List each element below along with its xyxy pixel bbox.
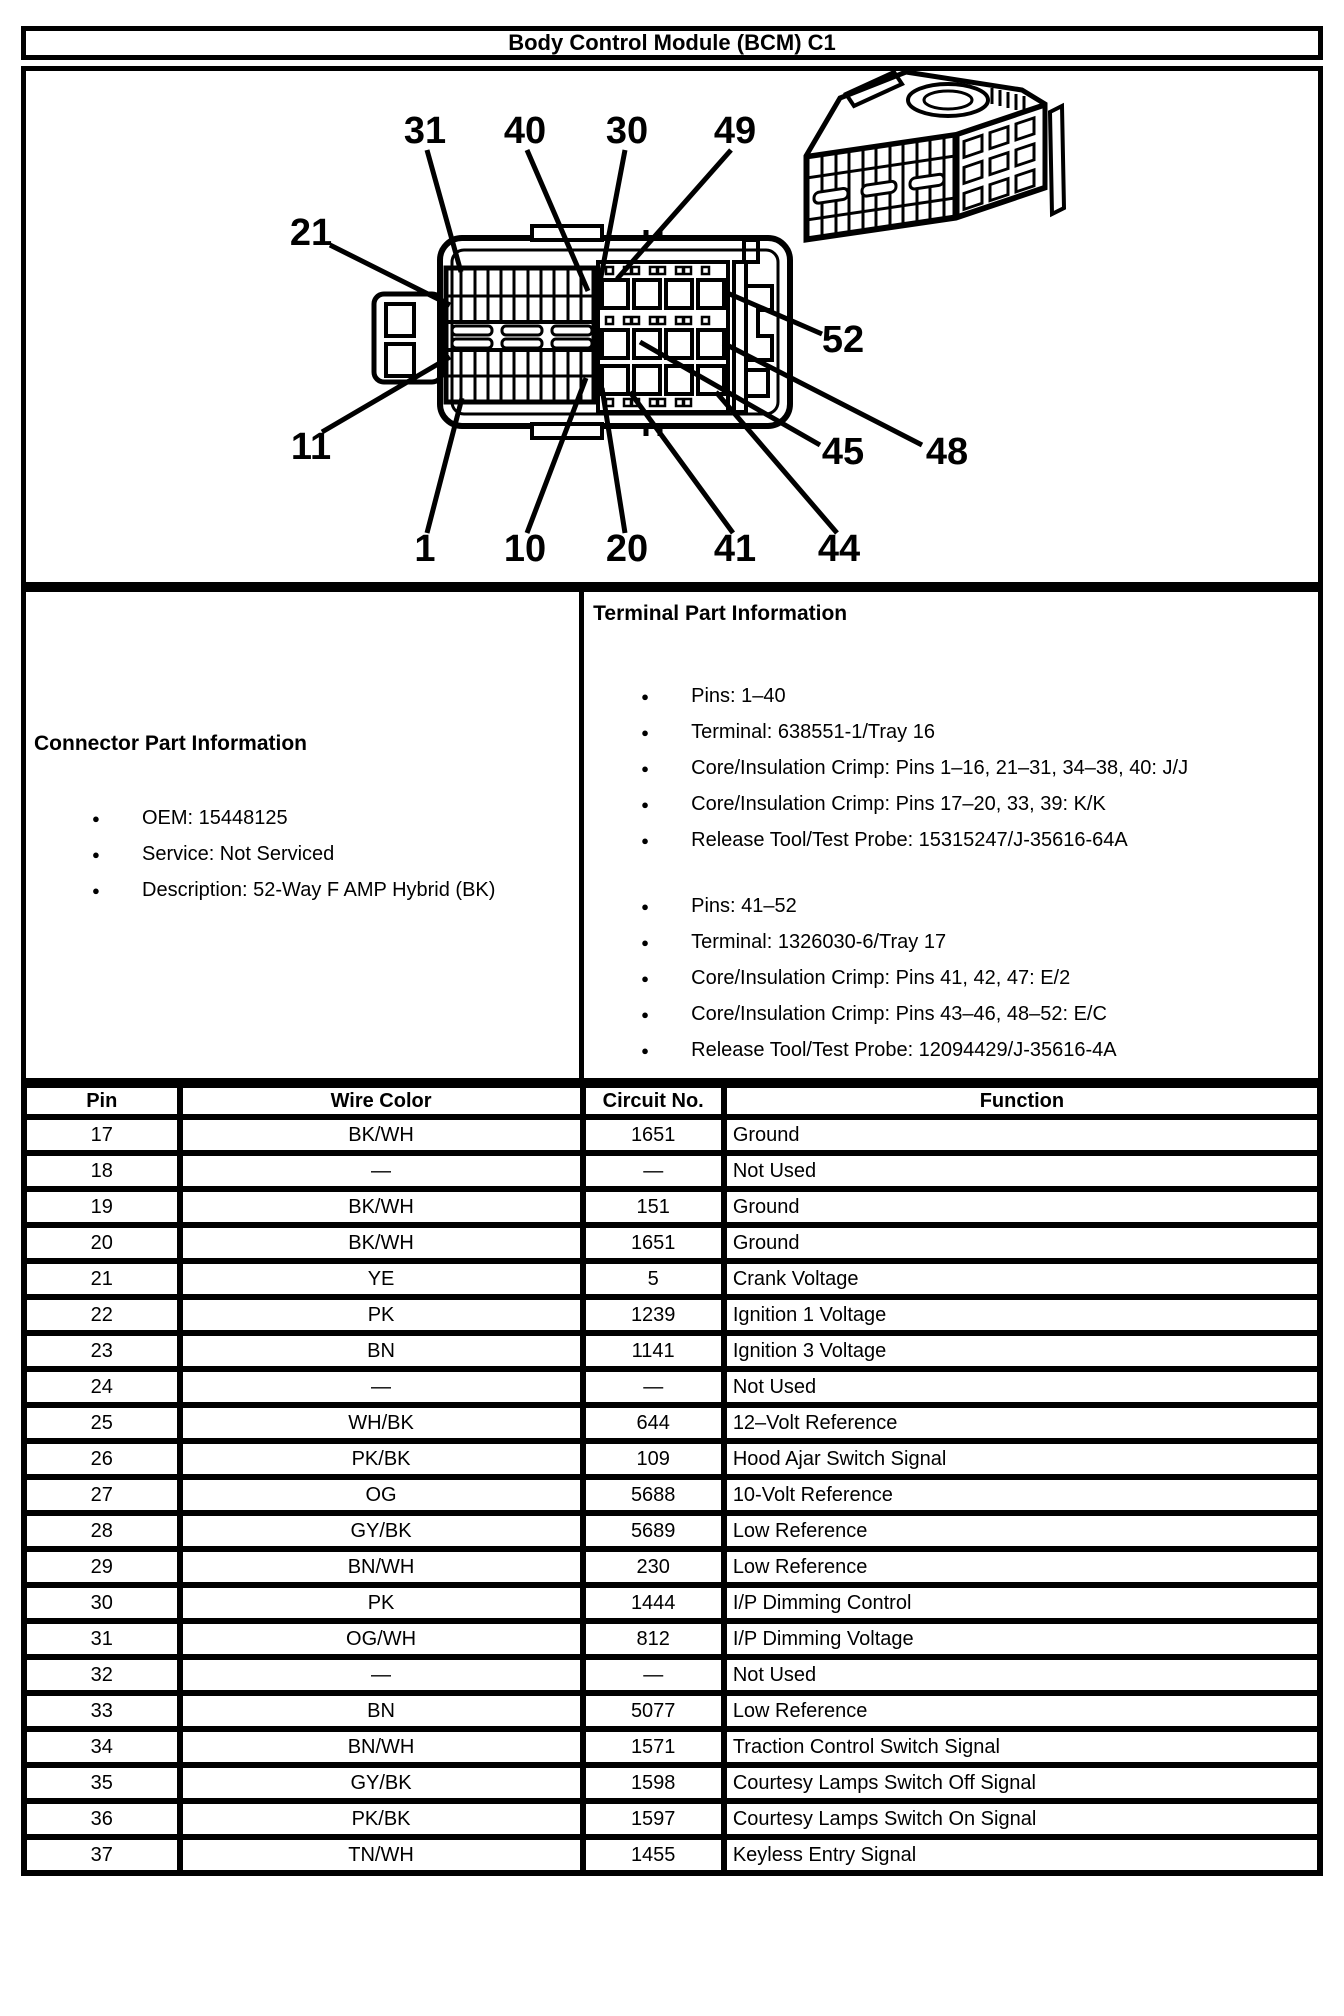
function-cell: Courtesy Lamps Switch Off Signal <box>724 1765 1320 1801</box>
pin-cell: 20 <box>24 1225 180 1261</box>
function-cell: Low Reference <box>724 1513 1320 1549</box>
function-cell: 10-Volt Reference <box>724 1477 1320 1513</box>
function-cell: Low Reference <box>724 1549 1320 1585</box>
callout-label: 1 <box>414 528 436 570</box>
table-row <box>24 1693 1320 1729</box>
table-row <box>24 1657 1320 1693</box>
table-row <box>24 1729 1320 1765</box>
pin-cell: 34 <box>24 1729 180 1765</box>
terminal-part-information <box>584 592 1318 1078</box>
list-item: ● Description: 52-Way F AMP Hybrid (BK) <box>92 872 573 908</box>
pin-cell: 25 <box>24 1405 180 1441</box>
list-item: ● Core/Insulation Crimp: Pins 43–46, 48–52: E/C <box>641 996 1314 1032</box>
table-row <box>24 1513 1320 1549</box>
wire-color-cell: OG <box>180 1477 583 1513</box>
function-cell: Low Reference <box>724 1693 1320 1729</box>
function-cell: Keyless Entry Signal <box>724 1837 1320 1873</box>
circuit-no-cell: 5688 <box>583 1477 724 1513</box>
circuit-no-cell: 1651 <box>583 1225 724 1261</box>
pin-cell: 37 <box>24 1837 180 1873</box>
wire-color-cell: BN/WH <box>180 1729 583 1765</box>
pin-cell: 22 <box>24 1297 180 1333</box>
table-row <box>24 1297 1320 1333</box>
function-cell: I/P Dimming Control <box>724 1585 1320 1621</box>
function-cell: Crank Voltage <box>724 1261 1320 1297</box>
table-row <box>24 1117 1320 1153</box>
table-header-row <box>24 1085 1320 1117</box>
callout-label: 20 <box>605 528 649 570</box>
table-row <box>24 1765 1320 1801</box>
callout-label: 30 <box>605 110 649 152</box>
pin-cell: 19 <box>24 1189 180 1225</box>
pin-cell: 32 <box>24 1657 180 1693</box>
callout-label: 11 <box>290 426 332 468</box>
function-cell: Ground <box>724 1117 1320 1153</box>
terminal-info-list-pins-1-40 <box>641 678 1314 858</box>
wire-color-cell: — <box>180 1369 583 1405</box>
circuit-no-cell: — <box>583 1369 724 1405</box>
table-row <box>24 1225 1320 1261</box>
pin-cell: 26 <box>24 1441 180 1477</box>
function-cell: Hood Ajar Switch Signal <box>724 1441 1320 1477</box>
circuit-no-cell: 1444 <box>583 1585 724 1621</box>
table-row <box>24 1585 1320 1621</box>
circuit-no-cell: 1651 <box>583 1117 724 1153</box>
table-row <box>24 1369 1320 1405</box>
callout-label: 31 <box>403 110 447 152</box>
table-row <box>24 1333 1320 1369</box>
pin-cell: 31 <box>24 1621 180 1657</box>
wire-color-cell: GY/BK <box>180 1765 583 1801</box>
circuit-no-cell: 5077 <box>583 1693 724 1729</box>
function-cell: Ignition 3 Voltage <box>724 1333 1320 1369</box>
table-row <box>24 1261 1320 1297</box>
circuit-no-cell: 151 <box>583 1189 724 1225</box>
pin-cell: 28 <box>24 1513 180 1549</box>
pinout-table-body <box>24 1117 1320 1873</box>
wire-color-cell: BN <box>180 1333 583 1369</box>
pin-cell: 29 <box>24 1549 180 1585</box>
list-item: ● Terminal: 638551-1/Tray 16 <box>641 714 1314 750</box>
terminal-info-title: Terminal Part Information <box>593 602 848 625</box>
header-wire-color: Wire Color <box>180 1085 583 1117</box>
list-item: ● Terminal: 1326030-6/Tray 17 <box>641 924 1314 960</box>
callout-label: 41 <box>713 528 757 570</box>
pin-cell: 24 <box>24 1369 180 1405</box>
callout-label: 40 <box>503 110 547 152</box>
pin-cell: 30 <box>24 1585 180 1621</box>
wire-color-cell: BN/WH <box>180 1549 583 1585</box>
pin-cell: 35 <box>24 1765 180 1801</box>
connector-diagram <box>26 71 1318 582</box>
wire-color-cell: — <box>180 1153 583 1189</box>
function-cell: 12–Volt Reference <box>724 1405 1320 1441</box>
callout-label: 21 <box>289 212 333 254</box>
circuit-no-cell: 644 <box>583 1405 724 1441</box>
function-cell: Courtesy Lamps Switch On Signal <box>724 1801 1320 1837</box>
table-row <box>24 1189 1320 1225</box>
wire-color-cell: PK <box>180 1585 583 1621</box>
circuit-no-cell: 230 <box>583 1549 724 1585</box>
list-item: ● Pins: 1–40 <box>641 678 1314 714</box>
function-cell: Traction Control Switch Signal <box>724 1729 1320 1765</box>
list-item: ● Core/Insulation Crimp: Pins 17–20, 33, 39: K/K <box>641 786 1314 822</box>
connector-part-information <box>26 592 584 1078</box>
page-title: Body Control Module (BCM) C1 <box>21 26 1323 60</box>
pin-cell: 23 <box>24 1333 180 1369</box>
table-row <box>24 1837 1320 1873</box>
header-function: Function <box>724 1085 1320 1117</box>
wire-color-cell: PK/BK <box>180 1801 583 1837</box>
connector-info-list <box>92 800 573 908</box>
list-item: ● Core/Insulation Crimp: Pins 1–16, 21–31, 34–38, 40: J/J <box>641 750 1314 786</box>
pinout-table <box>21 1082 1323 1876</box>
pin-cell: 21 <box>24 1261 180 1297</box>
list-item: ● Service: Not Serviced <box>92 836 573 872</box>
pin-cell: 33 <box>24 1693 180 1729</box>
list-item: ● OEM: 15448125 <box>92 800 573 836</box>
wire-color-cell: YE <box>180 1261 583 1297</box>
wire-color-cell: PK/BK <box>180 1441 583 1477</box>
circuit-no-cell: — <box>583 1153 724 1189</box>
wire-color-cell: PK <box>180 1297 583 1333</box>
list-item: ● Release Tool/Test Probe: 12094429/J-35616-4A <box>641 1032 1314 1068</box>
wire-color-cell: WH/BK <box>180 1405 583 1441</box>
circuit-no-cell: 1141 <box>583 1333 724 1369</box>
circuit-no-cell: 109 <box>583 1441 724 1477</box>
table-row <box>24 1801 1320 1837</box>
table-row <box>24 1441 1320 1477</box>
function-cell: Not Used <box>724 1153 1320 1189</box>
circuit-no-cell: 1455 <box>583 1837 724 1873</box>
callout-label: 10 <box>503 528 547 570</box>
table-row <box>24 1153 1320 1189</box>
function-cell: Not Used <box>724 1657 1320 1693</box>
wire-color-cell: BN <box>180 1693 583 1729</box>
circuit-no-cell: 1597 <box>583 1801 724 1837</box>
callout-label: 45 <box>821 431 865 473</box>
circuit-no-cell: 1598 <box>583 1765 724 1801</box>
connector-3d-view <box>806 72 1064 240</box>
function-cell: Ground <box>724 1225 1320 1261</box>
part-information-panel <box>21 587 1323 1083</box>
circuit-no-cell: 5689 <box>583 1513 724 1549</box>
function-cell: Not Used <box>724 1369 1320 1405</box>
list-item: ● Core/Insulation Crimp: Pins 41, 42, 47: E/2 <box>641 960 1314 996</box>
callout-label: 44 <box>817 528 861 570</box>
pin-cell: 36 <box>24 1801 180 1837</box>
connector-diagram-panel <box>21 66 1323 587</box>
connector-info-title: Connector Part Information <box>34 732 308 755</box>
table-row <box>24 1549 1320 1585</box>
circuit-no-cell: 812 <box>583 1621 724 1657</box>
table-row <box>24 1477 1320 1513</box>
wire-color-cell: BK/WH <box>180 1117 583 1153</box>
terminal-info-list-pins-41-52 <box>641 888 1314 1068</box>
header-circuit-no: Circuit No. <box>583 1085 724 1117</box>
list-item: ● Release Tool/Test Probe: 15315247/J-35616-64A <box>641 822 1314 858</box>
circuit-no-cell: 1571 <box>583 1729 724 1765</box>
circuit-no-cell: 5 <box>583 1261 724 1297</box>
wire-color-cell: — <box>180 1657 583 1693</box>
callout-label: 52 <box>821 319 865 361</box>
circuit-no-cell: — <box>583 1657 724 1693</box>
callout-label: 49 <box>713 110 757 152</box>
circuit-no-cell: 1239 <box>583 1297 724 1333</box>
table-row <box>24 1621 1320 1657</box>
function-cell: I/P Dimming Voltage <box>724 1621 1320 1657</box>
list-item: ● Pins: 41–52 <box>641 888 1314 924</box>
pin-cell: 18 <box>24 1153 180 1189</box>
header-pin: Pin <box>24 1085 180 1117</box>
pin-cell: 27 <box>24 1477 180 1513</box>
wire-color-cell: TN/WH <box>180 1837 583 1873</box>
wire-color-cell: BK/WH <box>180 1189 583 1225</box>
function-cell: Ground <box>724 1189 1320 1225</box>
pin-cell: 17 <box>24 1117 180 1153</box>
table-row <box>24 1405 1320 1441</box>
function-cell: Ignition 1 Voltage <box>724 1297 1320 1333</box>
wire-color-cell: OG/WH <box>180 1621 583 1657</box>
wire-color-cell: GY/BK <box>180 1513 583 1549</box>
wire-color-cell: BK/WH <box>180 1225 583 1261</box>
callout-label: 48 <box>925 431 969 473</box>
